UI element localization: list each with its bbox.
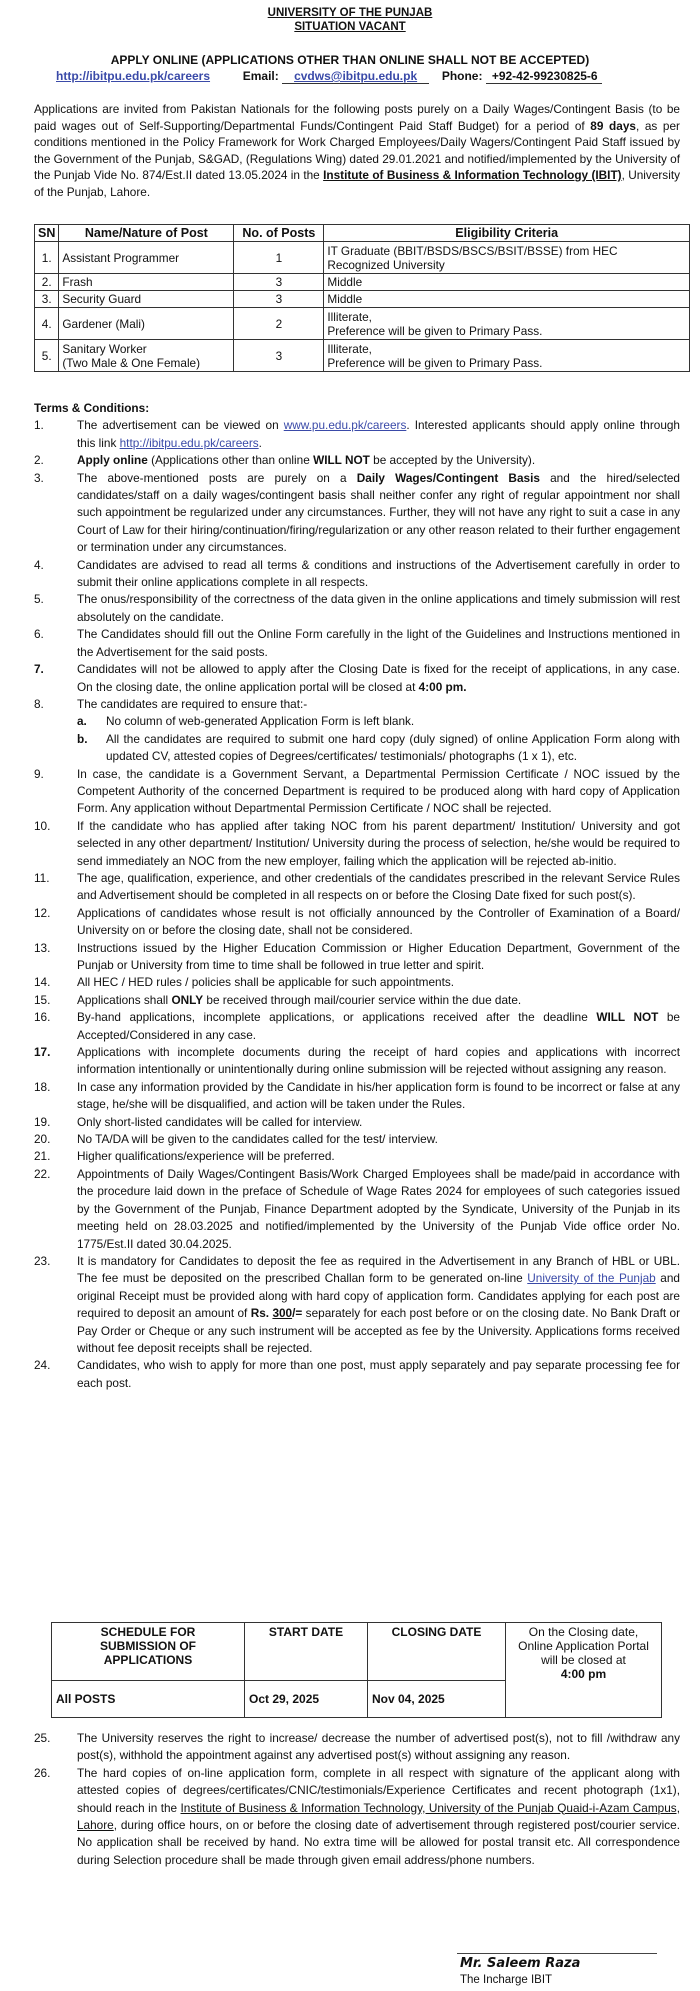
- term-text: Appointments of Daily Wages/Contingent Basis/Work Charged Employees shall be made/paid in accordance with the procedure laid down in the preface of Schedule of Wage Rates 2024 for employees of such categories issued by the Government of the Punjab, Finance Department adopted by the Syndicate, University of the Punjab in its meeting held on 28.03.2025 and notified/implemented by the University of the Punjab Vide office order No. 1775/Est.II dated 30.04.2025.: [77, 1166, 680, 1251]
- schedule-header-row: [52, 1623, 662, 1681]
- sub-item: [77, 731, 680, 766]
- row-sn: 1.: [35, 242, 59, 274]
- schedule-col-start: START DATE: [245, 1623, 368, 1681]
- term-item: [34, 661, 680, 696]
- term-text: If the candidate who has applied after taking NOC from his parent department/ Institution/ University and got selected in any other department/ Institution/ University during the process of selection, he/she would be required to send immediately an NOC from the new employer, failing which the application will be rejected ab-initio.: [77, 818, 680, 868]
- term-item: [34, 1357, 680, 1392]
- term-text: The age, qualification, experience, and other credentials of the candidates prescribed in the relevant Service Rules and Advertisement should be completed in all respects on or before the Closing Date fixed for such post(s).: [77, 870, 680, 903]
- signatory-title: The Incharge IBIT: [460, 1974, 553, 1986]
- term-number: 4.: [34, 557, 44, 572]
- term-text: Candidates will not be allowed to apply after the Closing Date is fixed for the receipt of applications, in any case. On the closing date, the online application portal will be closed at 4:00 pm.: [77, 662, 680, 694]
- term-number: 24.: [34, 1358, 51, 1373]
- contact-line: [56, 69, 696, 84]
- criteria-line: Illiterate,: [327, 309, 372, 324]
- university-title: UNIVERSITY OF THE PUNJAB: [267, 7, 433, 19]
- careers-link[interactable]: http://ibitpu.edu.pk/careers: [56, 69, 211, 83]
- terms-and-conditions: [34, 400, 680, 1392]
- criteria-line: Illiterate,: [327, 341, 372, 356]
- row-sn: 2.: [35, 274, 59, 291]
- term-item: [34, 696, 680, 766]
- term-item: [34, 940, 680, 975]
- table-row: [35, 308, 690, 340]
- terms-heading: Terms & Conditions:: [34, 401, 150, 415]
- term-number: 19.: [34, 1114, 51, 1129]
- intro-text: , as per conditions mentioned in the Policy Framework for Work Charged Employees/Daily Wagers/Contingent Paid Staff issued by the Government of the Punjab, S&GAD, (Regulations Wing) dated 29.01.2021 and notified/implemented by the University of the Punjab Vide No. 874/Est.II dated 13.05.2024 in the: [34, 118, 680, 183]
- row-count: 3: [234, 274, 324, 291]
- term-item: [34, 557, 680, 592]
- table-row: [35, 340, 690, 372]
- term-item: [34, 452, 680, 469]
- row-name: Frash: [59, 274, 234, 291]
- term-number: 9.: [34, 766, 44, 781]
- term-item: [34, 417, 680, 452]
- row-count: 3: [234, 291, 324, 308]
- criteria-line: Preference will be given to Primary Pass.: [327, 355, 543, 370]
- term-text: Instructions issued by the Higher Education Commission or Higher Education Department, Government of the Punjab or University from time to time shall be followed in true letter and spirit.: [77, 940, 680, 972]
- row-sn: 4.: [35, 308, 59, 340]
- term-item: [34, 1166, 680, 1253]
- term-item: [34, 626, 680, 661]
- closing-date: Nov 04, 2025: [368, 1681, 506, 1718]
- intro-paragraph: [34, 101, 680, 201]
- term-item: [34, 470, 680, 557]
- term-text: The Candidates should fill out the Online Form carefully in the light of the Guidelines and Instructions mentioned in the Advertisement for the said posts.: [77, 627, 680, 659]
- closing-time: 4:00 pm: [560, 1667, 607, 1681]
- col-sn: SN: [35, 225, 59, 242]
- phone-value: +92-42-99230825-6: [486, 69, 602, 84]
- term-text: Applications shall ONLY be received through mail/courier service within the due date.: [77, 992, 522, 1007]
- institute-address: Institute of Business & Information Technology, University of the Punjab Quaid-i-Azam Campus, Lahore: [77, 1800, 680, 1833]
- period-days: 89 days: [590, 118, 636, 133]
- term-number: 23.: [34, 1253, 51, 1268]
- criteria-line: Preference will be given to Primary Pass.: [327, 323, 543, 338]
- row-count: 1: [234, 242, 324, 274]
- email-field: [282, 69, 429, 84]
- university-of-punjab-link[interactable]: University of the Punjab: [527, 1271, 656, 1286]
- criteria-line: Recognized University: [327, 257, 445, 272]
- schedule-row-label: All POSTS: [52, 1681, 245, 1718]
- intro-text: , University of the Punjab, Lahore.: [34, 168, 680, 199]
- row-sn: 3.: [35, 291, 59, 308]
- sub-letter: b.: [77, 731, 88, 746]
- term-item: [34, 1730, 680, 1765]
- terms-continued: [34, 1730, 680, 1869]
- term-number: 5.: [34, 592, 44, 607]
- term-number: 7.: [34, 662, 44, 677]
- term-text: The University reserves the right to increase/ decrease the number of advertised post(s), not to fill /withdraw any post(s), withhold the appointment against any advertised post(s) without assigning any reason.: [77, 1731, 680, 1763]
- term-number: 26.: [34, 1765, 51, 1780]
- term-number: 17.: [34, 1045, 51, 1060]
- term-text: The above-mentioned posts are purely on a Daily Wages/Contingent Basis and the hired/selected candidates/staff on a daily wages/contingent basis shall neither confer any right of regular appointment nor shall such appointment be regularized under any circumstances. Further, they will not have any right to suit a case in any Court of Law for their hiring/continuation/firing/regularization or any other reason related to their further engagement or termination under any circumstances.: [77, 470, 680, 555]
- institute-name: Institute of Business & Information Technology (IBIT): [323, 168, 622, 183]
- name-line: Sanitary Worker: [62, 341, 147, 356]
- term-text: The advertisement can be viewed on www.pu.edu.pk/careers. Interested applicants should apply online through this link http://ibitpu.edu.pk/careers.: [77, 418, 680, 450]
- situation-vacant-title: SITUATION VACANT: [294, 21, 406, 33]
- term-item: [34, 1131, 680, 1148]
- term-item: [34, 766, 680, 818]
- term-item: [34, 870, 680, 905]
- term-number: 13.: [34, 940, 51, 955]
- term-intro: The candidates are required to ensure that:-: [77, 696, 308, 711]
- term-item: [34, 1148, 680, 1165]
- signatory-name: Mr. Saleem Raza: [460, 1956, 581, 1971]
- row-count: 3: [234, 340, 324, 372]
- term-item: [34, 1114, 680, 1131]
- term-text: No TA/DA will be given to the candidates called for the test/ interview.: [77, 1132, 438, 1147]
- email-label: Email:: [242, 69, 279, 83]
- term-text: Only short-listed candidates will be called for interview.: [77, 1114, 363, 1129]
- col-name: Name/Nature of Post: [59, 225, 234, 242]
- signature-line: [457, 1953, 657, 1954]
- row-criteria: Middle: [324, 274, 690, 291]
- term-number: 3.: [34, 470, 44, 485]
- phone-label: Phone:: [441, 69, 483, 83]
- schedule-col-closing: CLOSING DATE: [368, 1623, 506, 1681]
- term-text: In case, the candidate is a Government Servant, a Departmental Permission Certificate / NOC issued by the Competent Authority of the concerned Department is required to be produced along with hard copy of Application Form. Any application without Departmental Permission Certificate / NOC shall be rejected.: [77, 766, 680, 816]
- table-row: [35, 291, 690, 308]
- start-date: Oct 29, 2025: [245, 1681, 368, 1718]
- table-row: [35, 274, 690, 291]
- term-number: 25.: [34, 1731, 51, 1745]
- term-text: The onus/responsibility of the correctness of the data given in the online applications and timely submission will rest absolutely on the candidate.: [77, 592, 680, 624]
- term-number: 14.: [34, 975, 51, 990]
- row-criteria: Middle: [324, 291, 690, 308]
- email-link[interactable]: cvdws@ibitpu.edu.pk: [294, 69, 418, 83]
- schedule-table: [51, 1622, 662, 1718]
- sub-text: No column of web-generated Application Form is left blank.: [106, 714, 415, 729]
- apply-online-notice: APPLY ONLINE (APPLICATIONS OTHER THAN ONLINE SHALL NOT BE ACCEPTED): [110, 53, 590, 67]
- term-number: 18.: [34, 1079, 51, 1094]
- sub-item: [77, 713, 680, 730]
- closing-note-text: On the Closing date, Online Application Portal will be closed at: [518, 1625, 649, 1667]
- criteria-line: IT Graduate (BBIT/BSDS/BSCS/BSIT/BSSE) from HEC: [327, 243, 618, 258]
- term-text: All HEC / HED rules / policies shall be applicable for such appointments.: [77, 975, 455, 990]
- term-number: 8.: [34, 696, 44, 711]
- row-name: Assistant Programmer: [59, 242, 234, 274]
- term-item: [34, 905, 680, 940]
- ibit-careers-link[interactable]: http://ibitpu.edu.pk/careers: [119, 435, 259, 450]
- term-text: The hard copies of on-line application form, complete in all respect with signature of the applicant along with attested copies of degrees/certificates/CNIC/testimonials/Experience Certificates and recent photograph (1x1), should reach in the Institute of Business & Information Technology, University of the Punjab Quaid-i-Azam Campus, Lahore, during office hours, on or before the closing date of advertisement through registered post/courier service. No application shall be received by hand. No extra time will be allowed for postal transit etc. All correspondence during Selection procedure shall be made through given email address/phone numbers.: [77, 1765, 680, 1867]
- pu-careers-link[interactable]: www.pu.edu.pk/careers: [283, 418, 407, 433]
- term-number: 6.: [34, 627, 44, 642]
- table-row: [35, 242, 690, 274]
- row-criteria: [324, 242, 690, 274]
- term-number: 15.: [34, 992, 51, 1007]
- row-name: [59, 340, 234, 372]
- term-number: 12.: [34, 905, 51, 920]
- term-text: In case any information provided by the Candidate in his/her application form is found to be incorrect or false at any stage, he/she will be disqualified, and action will be taken under the Rules.: [77, 1079, 680, 1112]
- term-item: [34, 1044, 680, 1079]
- term-number: 16.: [34, 1010, 51, 1025]
- term-item: [34, 974, 680, 991]
- posts-table: [34, 224, 690, 372]
- term-item: [34, 1765, 680, 1869]
- term-item: [34, 992, 680, 1009]
- name-line: (Two Male & One Female): [62, 355, 201, 370]
- sub-letter: a.: [77, 714, 87, 729]
- posts-table-header: [35, 225, 690, 242]
- term-text: Candidates are advised to read all terms & conditions and instructions of the Advertisement carefully in order to submit their online applications complete in all respects.: [77, 557, 680, 590]
- col-criteria: Eligibility Criteria: [324, 225, 690, 242]
- term-number: 20.: [34, 1132, 51, 1147]
- term-text: Higher qualifications/experience will be preferred.: [77, 1149, 335, 1164]
- row-sn: 5.: [35, 340, 59, 372]
- row-name: Gardener (Mali): [59, 308, 234, 340]
- term-number: 1.: [34, 418, 44, 433]
- term-item: [34, 818, 680, 870]
- term-number: 22.: [34, 1166, 51, 1181]
- term-text: Candidates, who wish to apply for more than one post, must apply separately and pay separate processing fee for each post.: [77, 1358, 680, 1390]
- row-name: Security Guard: [59, 291, 234, 308]
- term-text: Apply online (Applications other than online WILL NOT be accepted by the University).: [77, 453, 536, 468]
- intro-text: Applications are invited from Pakistan Nationals for the following posts purely on a Daily Wages/Contingent Basis (to be paid wages out of Self-Supporting/Departmental Funds/Contingent Paid Staff Budget) for a period of: [34, 102, 680, 133]
- row-criteria: [324, 308, 690, 340]
- term-text: Applications of candidates whose result is not officially announced by the Controller of Examination of a Board/ University on or before the closing date, shall not be considered.: [77, 905, 680, 938]
- term-item: [34, 1079, 680, 1114]
- col-count: No. of Posts: [234, 225, 324, 242]
- row-criteria: [324, 340, 690, 372]
- term-number: 21.: [34, 1149, 51, 1164]
- closing-note: [506, 1623, 662, 1718]
- term-text: Applications with incomplete documents during the receipt of hard copies and applications with incorrect information intentionally or unintentionally during online submission will be rejected without assigning any reason.: [77, 1045, 680, 1077]
- schedule-col-title: SCHEDULE FOR SUBMISSION OF APPLICATIONS: [52, 1623, 245, 1681]
- term-number: 10.: [34, 818, 51, 833]
- row-count: 2: [234, 308, 324, 340]
- term-text: It is mandatory for Candidates to deposit the fee as required in the Advertisement in any Branch of HBL or UBL. The fee must be deposited on the prescribed Challan form to be generated on-line University of the Punjab and original Receipt must be provided along with hard copy of application form. Candidates applying for each post are required to deposit an amount of Rs. 300/= separately for each post before or on the closing date. No Bank Draft or Pay Order or Cheque or any such instrument will be accepted as fee by the University. Applications forms received without fee deposit receipts shall be rejected.: [77, 1253, 680, 1355]
- term-item: [34, 591, 680, 626]
- term-text: By-hand applications, incomplete applications, or applications received after the deadline WILL NOT be Accepted/Considered in any case.: [77, 1010, 680, 1042]
- term-number: 11.: [34, 870, 50, 885]
- sub-text: All the candidates are required to submit one hard copy (duly signed) of online Application Form along with updated CV, attested copies of Degrees/certificates/ testimonials/ photographs (1 x 1), etc.: [106, 731, 680, 764]
- term-text: [77, 696, 680, 766]
- term-number: 2.: [34, 453, 44, 468]
- term-item: [34, 1009, 680, 1044]
- term-item: [34, 1253, 680, 1357]
